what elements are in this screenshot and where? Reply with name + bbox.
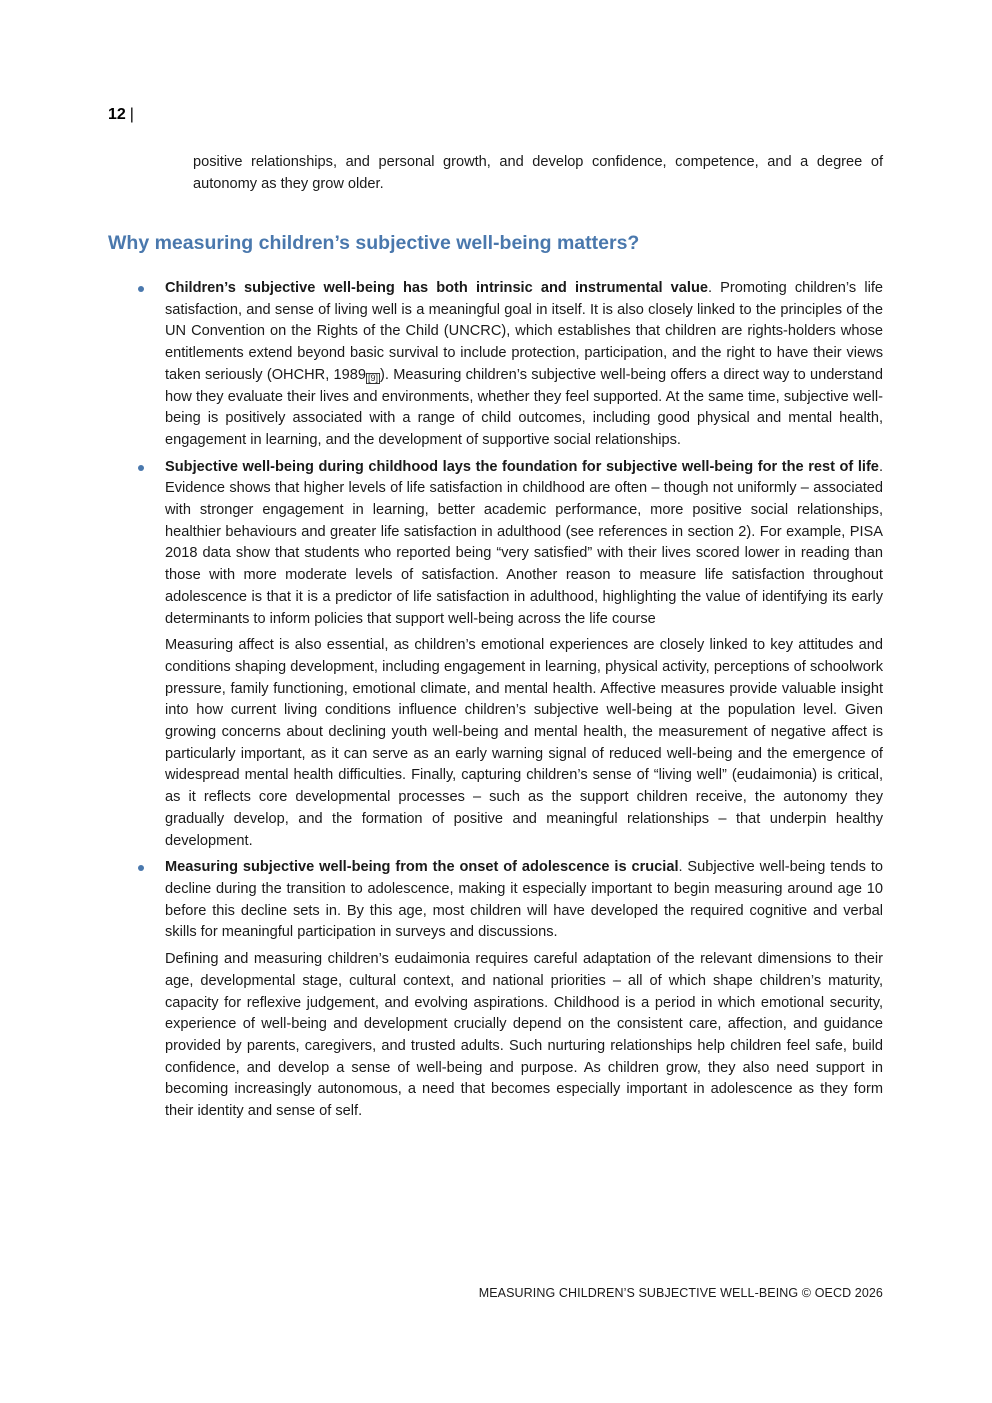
bullet-extra-paragraph: Measuring affect is also essential, as children’s emotional experiences are closely linked to key attitudes and conditions shaping development, including engagement in learning, physical activity, perceptions of schoolwork pressure, family functioning, emotional climate, and mental health. Affective measures provide valuable insight into how current living conditions influence children’s subjective well-being at the population level. Given growing concerns about declining youth well-being and mental health, the measurement of negative affect is particularly important, as it can serve as an early warning signal of reduced well-being and the emergence of widespread mental health difficulties. Finally, capturing children’s sense of “living well” (eudaimonia) is critical, as it reflects core developmental processes – such as the support children receive, the autonomy they gradually develop, and the formation of positive and meaningful relationships – that underpin healthy development. <box>165 637 883 849</box>
bullet-body: . Subjective well-being tends to decline during the transition to adolescence, making it especially important to begin measuring around age 10 before this decline sets in. By this age, most children will have developed the required cognitive and verbal skills for meaningful participation in surveys and discussions. <box>165 859 883 941</box>
section-heading: Why measuring children’s subjective well-being matters? <box>108 232 640 254</box>
bullet-body: . Evidence shows that higher levels of life satisfaction in childhood are often – though not uniformly – associated with stronger engagement in learning, better academic performance, more positive social relationships, healthier behaviours and greater life satisfaction in adulthood (see references in section 2). For example, PISA 2018 data show that students who reported being “very satisfied” with their lives scored lower in reading than those with more moderate levels of satisfaction. Another reason to measure life satisfaction throughout adolescence is that it is a predictor of life satisfaction in adulthood, highlighting the value of identifying its early determinants to inform policies that support well-being across the life course <box>165 458 883 627</box>
bullet-extra-paragraph: Defining and measuring children’s eudaimonia requires careful adaptation of the relevant dimensions to their age, developmental stage, cultural context, and national priorities – all of which shape children’s maturity, capacity for reflexive judgement, and evolving aspirations. Childhood is a period in which emotional security, experience of well-being and development crucially depend on the consistent care, affection, and guidance provided by parents, caregivers, and trusted adults. Such nurturing relationships help children feel safe, build confidence, and develop a sense of well-being and purpose. As children grow, they also need support in becoming increasingly autonomous, a need that becomes especially important in adolescence as they form their identity and sense of self. <box>165 951 883 1120</box>
bullet-item-foundation <box>165 457 883 853</box>
bullet-paragraph <box>165 278 883 452</box>
bullet-title: Subjective well-being during childhood lays the foundation for subjective well-being for the rest of life <box>165 458 879 475</box>
bullet-title: Children’s subjective well-being has both intrinsic and instrumental value <box>165 280 708 296</box>
bullet-marker <box>138 465 144 471</box>
bullet-item-intrinsic-value <box>165 278 883 452</box>
intro-paragraph: positive relationships, and personal growth, and develop confidence, competence, and a degree of autonomy as they grow older. <box>193 154 883 192</box>
page-footer: MEASURING CHILDREN’S SUBJECTIVE WELL-BEING © OECD 2026 <box>478 1286 883 1300</box>
bullet-title: Measuring subjective well-being from the onset of adolescence is crucial <box>165 859 679 876</box>
bullet-marker <box>138 865 144 871</box>
bullet-paragraph <box>165 857 883 944</box>
bullet-paragraph <box>165 457 883 631</box>
bullet-list <box>165 278 883 1128</box>
page-number-separator: | <box>129 106 134 123</box>
page-number-value: 12 <box>108 106 126 123</box>
reference-link[interactable]: [9] <box>368 372 379 383</box>
bullet-item-adolescence <box>165 857 883 1122</box>
bullet-marker <box>138 286 144 292</box>
bullet-body-continued: ). Measuring children’s subjective well-being offers a direct way to understand how they evaluate their lives and environments, whether they feel supported. At the same time, subjective well-being is positively associated with a range of child outcomes, including good physical and mental health, engagement in learning, and the development of supportive social relationships. <box>165 366 883 448</box>
bullet-body: . Promoting children’s life satisfaction, and sense of living well is a meaningful goal in itself. It is also closely linked to the principles of the UN Convention on the Rights of the Child (UNCRC), which establishes that children are rights-holders whose entitlements extend beyond basic survival to include protection, participation, and the right to have their views taken seriously (OHCHR, 1989 <box>165 280 883 383</box>
page-number <box>108 106 134 124</box>
